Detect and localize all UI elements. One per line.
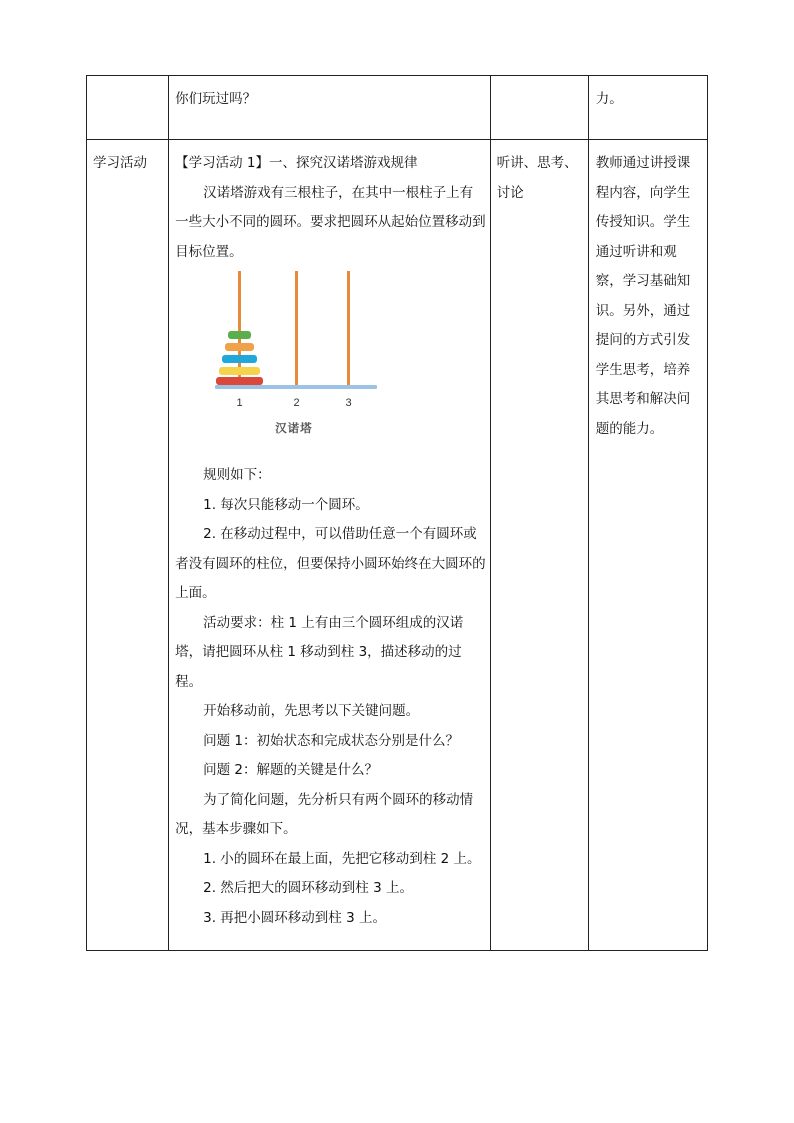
- before-move-text: 开始移动前，先思考以下关键问题。: [203, 703, 420, 719]
- student-activity-text: 听讲、思考、讨论: [496, 155, 578, 201]
- design-intent-text: 力。: [595, 91, 623, 107]
- peg-label-3: 3: [345, 397, 352, 409]
- stage-cell: [87, 76, 169, 140]
- ring-5: [216, 377, 263, 385]
- peg-3: [347, 271, 350, 385]
- table-row: [87, 76, 708, 140]
- content-cell: [169, 140, 491, 951]
- design-intent-cell: [588, 140, 707, 951]
- step-item: 1. 小的圆环在最上面，先把它移动到柱 2 上。: [203, 850, 481, 867]
- peg-2: [295, 271, 298, 385]
- rule-item: 2. 在移动过程中，可以借助任意一个有圆环或者没有圆环的柱位，但要保持小圆环始终在大圆环的上面。: [175, 526, 486, 601]
- ring-3: [222, 355, 257, 363]
- ring-2: [225, 343, 254, 351]
- peg-label-2: 2: [293, 397, 300, 409]
- stage-text: 学习活动: [93, 155, 147, 171]
- step-item: 2. 然后把大的圆环移动到柱 3 上。: [203, 880, 413, 896]
- student-activity-cell: [490, 140, 588, 951]
- table-row: [87, 140, 708, 951]
- figure-caption: 汉诺塔: [275, 421, 313, 435]
- hanoi-tower-image: [205, 271, 385, 419]
- simplify-paragraph: 为了简化问题，先分析只有两个圆环的移动情况，基本步骤如下。: [175, 791, 474, 837]
- question-item: 问题 1：初始状态和完成状态分别是什么？: [203, 732, 460, 749]
- content-text: 你们玩过吗？: [175, 91, 257, 107]
- rule-item: 1. 每次只能移动一个圆环。: [203, 496, 369, 513]
- activity-heading: 【学习活动 1】一、探究汉诺塔游戏规律: [175, 155, 418, 171]
- lesson-plan-table: [86, 75, 708, 951]
- design-intent-cell: [588, 76, 707, 140]
- question-item: 问题 2：解题的关键是什么？: [203, 762, 379, 778]
- activity-requirement: 活动要求：柱 1 上有由三个圆环组成的汉诺塔，请把圆环从柱 1 移动到柱 3，描述移动的过程。: [175, 614, 464, 690]
- ring-4: [219, 367, 260, 375]
- step-item: 3. 再把小圆环移动到柱 3 上。: [203, 909, 386, 926]
- student-activity-text: [491, 76, 588, 85]
- ring-1: [228, 331, 251, 339]
- peg-label-1: 1: [236, 397, 243, 409]
- rules-title: 规则如下：: [203, 467, 271, 483]
- content-cell: [169, 76, 491, 140]
- base-bar: [215, 385, 377, 389]
- student-activity-cell: [490, 76, 588, 140]
- intro-paragraph: 汉诺塔游戏有三根柱子，在其中一根柱子上有一些大小不同的圆环。要求把圆环从起始位置移动到目标位置。: [175, 184, 486, 260]
- stage-cell: [87, 140, 169, 951]
- hanoi-figure: [175, 271, 486, 461]
- design-intent-text: 教师通过讲授课程内容，向学生传授知识。学生通过听讲和观察，学习基础知识。另外，通过提问的方式引发学生思考，培养其思考和解决问题的能力。: [595, 155, 691, 437]
- stage-text: [87, 76, 168, 85]
